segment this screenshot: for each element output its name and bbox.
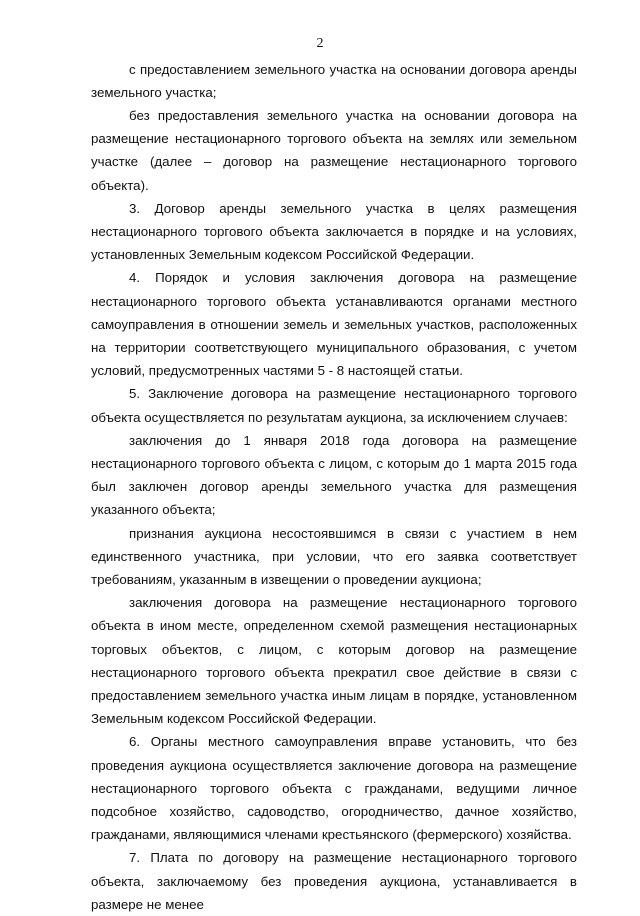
- paragraph-lease-option: с предоставлением земельного участка на основании договора аренды земельного участка;: [91, 58, 577, 104]
- paragraph-4-procedure: 4. Порядок и условия заключения договора на размещение нестационарного торгового объекта устанавливаются органами местного самоуправления в отношении земель и земельных участков, расположенных на территории соответствующего муниципального образования, с учетом условий, предусмотренных частями 5 - 8 настоящей статьи.: [91, 266, 577, 382]
- paragraph-7-payment: 7. Плата по договору на размещение нестационарного торгового объекта, заключаемому без проведения аукциона, устанавливается в размере не менее: [91, 846, 577, 916]
- paragraph-3-lease-agreement: 3. Договор аренды земельного участка в целях размещения нестационарного торгового объекта заключается в порядке и на условиях, установленных Земельным кодексом Российской Федерации.: [91, 197, 577, 267]
- document-body: [91, 58, 577, 916]
- page-number: 2: [0, 36, 640, 52]
- paragraph-exception-single-bidder: признания аукциона несостоявшимся в связи с участием в нем единственного участника, при условии, что его заявка соответствует требованиям, указанным в извещении о проведении аукциона;: [91, 522, 577, 592]
- paragraph-6-local-authorities: 6. Органы местного самоуправления вправе установить, что без проведения аукциона осуществляется заключение договора на размещение нестационарного торгового объекта с гражданами, ведущими личное подсобное хозяйство, садоводство, огородничество, дачное хозяйство, гражданами, являющимися членами крестьянского (фермерского) хозяйства.: [91, 730, 577, 846]
- paragraph-exception-other-place: заключения договора на размещение нестационарного торгового объекта в ином месте, определенном схемой размещения нестационарных торговых объектов, с лицом, с которым договор на размещение нестационарного торгового объекта прекратил свое действие в связи с предоставлением земельного участка иным лицам в порядке, установленном Земельным кодексом Российской Федерации.: [91, 591, 577, 730]
- paragraph-5-auction: 5. Заключение договора на размещение нестационарного торгового объекта осуществляется по результатам аукциона, за исключением случаев:: [91, 382, 577, 428]
- paragraph-placement-option: без предоставления земельного участка на основании договора на размещение нестационарного торгового объекта на землях или земельном участке (далее – договор на размещение нестационарного торгового объекта).: [91, 104, 577, 197]
- paragraph-exception-2018: заключения до 1 января 2018 года договора на размещение нестационарного торгового объекта с лицом, с которым до 1 марта 2015 года был заключен договор аренды земельного участка для размещения указанного объекта;: [91, 429, 577, 522]
